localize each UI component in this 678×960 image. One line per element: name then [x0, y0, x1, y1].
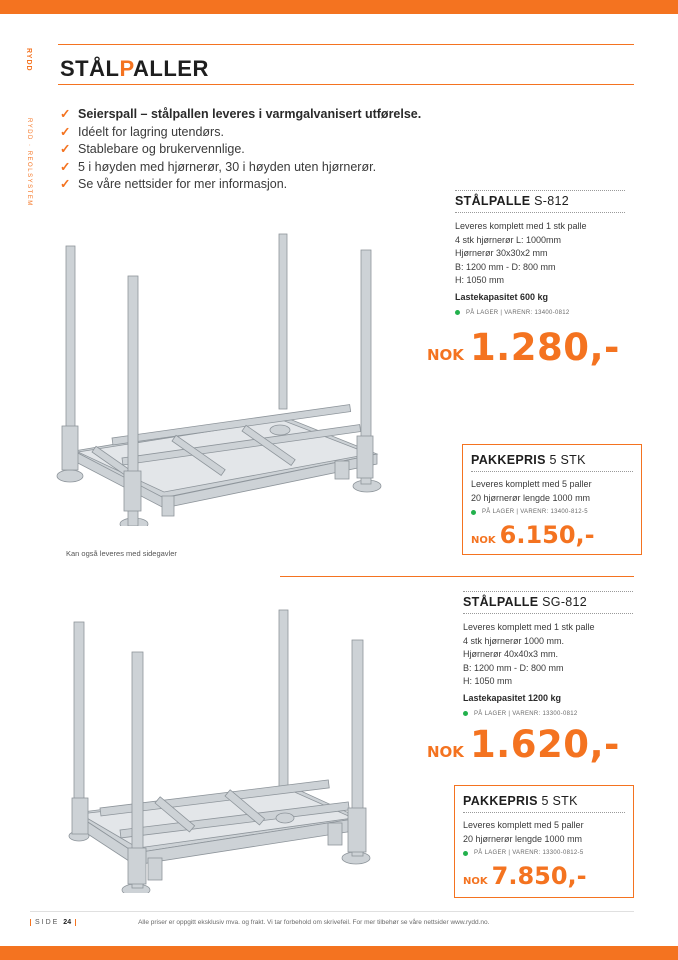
feature-item [60, 141, 421, 159]
pack-stock-status: PÅ LAGER | VARENR: 13400-812-5 [471, 509, 633, 515]
feature-text: 5 i høyden med hjørnerør, 30 i høyden uten hjørnerør. [78, 159, 377, 174]
product-sg812-info [463, 591, 633, 717]
page-footer [30, 919, 489, 926]
dotted-divider [455, 190, 625, 191]
top-rule [58, 44, 634, 45]
pack-description: Leveres komplett med 5 paller 20 hjørnerør lengde 1000 mm [471, 479, 592, 503]
product-description: Leveres komplett med 1 stk palle 4 stk hjørnerør 1000 mm. Hjørnerør 40x40x3 mm. B: 1200 mm - D: 800 mm H: 1050 mm [463, 622, 595, 686]
feature-list [60, 106, 421, 194]
pack-description: Leveres komplett med 5 paller 20 hjørnerør lengde 1000 mm [463, 820, 584, 844]
product-title: STÅLPALLE S-812 [455, 194, 570, 208]
pack-price: NOK 6.150,- [471, 521, 595, 549]
feature-text: Se våre nettsider for mer informasjon. [78, 177, 288, 191]
pack-stock-status: PÅ LAGER | VARENR: 13300-0812-5 [463, 850, 625, 856]
in-stock-icon [455, 310, 460, 315]
stock-status: PÅ LAGER | VARENR: 13400-0812 [455, 310, 625, 316]
pack-title: PAKKEPRIS 5 STK [463, 794, 578, 808]
sidebar-tagline [20, 118, 32, 238]
checkmark-icon: ✓ [60, 142, 71, 156]
footer-rule [30, 911, 634, 912]
stock-status: PÅ LAGER | VARENR: 13300-0812 [463, 711, 633, 717]
product-sg812-pack-offer [454, 785, 634, 898]
footer-note: Alle priser er oppgitt eksklusiv mva. og frakt. Vi tar forbehold om skrivefeil. For mer tilbehør se våre nettsider www.rydd.no. [138, 919, 490, 926]
checkmark-icon: ✓ [60, 124, 71, 139]
product-s812-info [455, 190, 625, 316]
checkmark-icon: ✓ [60, 177, 71, 191]
product-description: Leveres komplett med 1 stk palle 4 stk hjørnerør L: 1000mm Hjørnerør 30x30x2 mm B: 1200 mm - D: 800 mm H: 1050 mm [455, 221, 587, 285]
feature-item [60, 176, 421, 194]
section-rule [280, 576, 634, 577]
dotted-divider [463, 812, 625, 813]
dotted-divider [463, 591, 633, 592]
title-rule [58, 84, 634, 85]
checkmark-icon: ✓ [60, 107, 71, 121]
brand-label: RYDD [25, 48, 32, 72]
checkmark-icon: ✓ [60, 159, 71, 174]
feature-item [60, 159, 421, 177]
in-stock-icon [471, 510, 476, 515]
feature-text: Stablebare og brukervennlige. [78, 142, 245, 156]
product-s812-price: NOK 1.280,- [427, 326, 620, 369]
product-s812-pack-offer [462, 444, 642, 555]
pallet-sg812-image [60, 608, 380, 893]
product-title: STÅLPALLE SG-812 [463, 595, 588, 609]
pack-title: PAKKEPRIS 5 STK [471, 453, 586, 467]
image-caption: Kan også leveres med sidegavler [66, 549, 177, 558]
product-sg812-price: NOK 1.620,- [427, 723, 620, 766]
pallet-s812-image [52, 226, 392, 526]
in-stock-icon [463, 851, 468, 856]
load-capacity: Lastekapasitet 600 kg [455, 291, 549, 302]
in-stock-icon [463, 711, 468, 716]
load-capacity: Lastekapasitet 1200 kg [463, 692, 562, 703]
sidebar-brand [20, 48, 32, 98]
feature-item [60, 124, 421, 142]
page-number: SIDE 24 [30, 919, 76, 926]
page-title: STÅLPALLER [60, 56, 209, 81]
dotted-divider [455, 212, 625, 213]
tagline-label: RYDD · REOLSYSTEM [26, 118, 32, 207]
feature-text: Idéelt for lagring utendørs. [78, 124, 224, 139]
dotted-divider [463, 613, 633, 614]
pack-price: NOK 7.850,- [463, 862, 587, 890]
feature-text: Seierspall – stålpallen leveres i varmgalvanisert utførelse. [78, 107, 422, 121]
catalog-page [0, 14, 678, 946]
dotted-divider [471, 471, 633, 472]
feature-item [60, 106, 421, 124]
